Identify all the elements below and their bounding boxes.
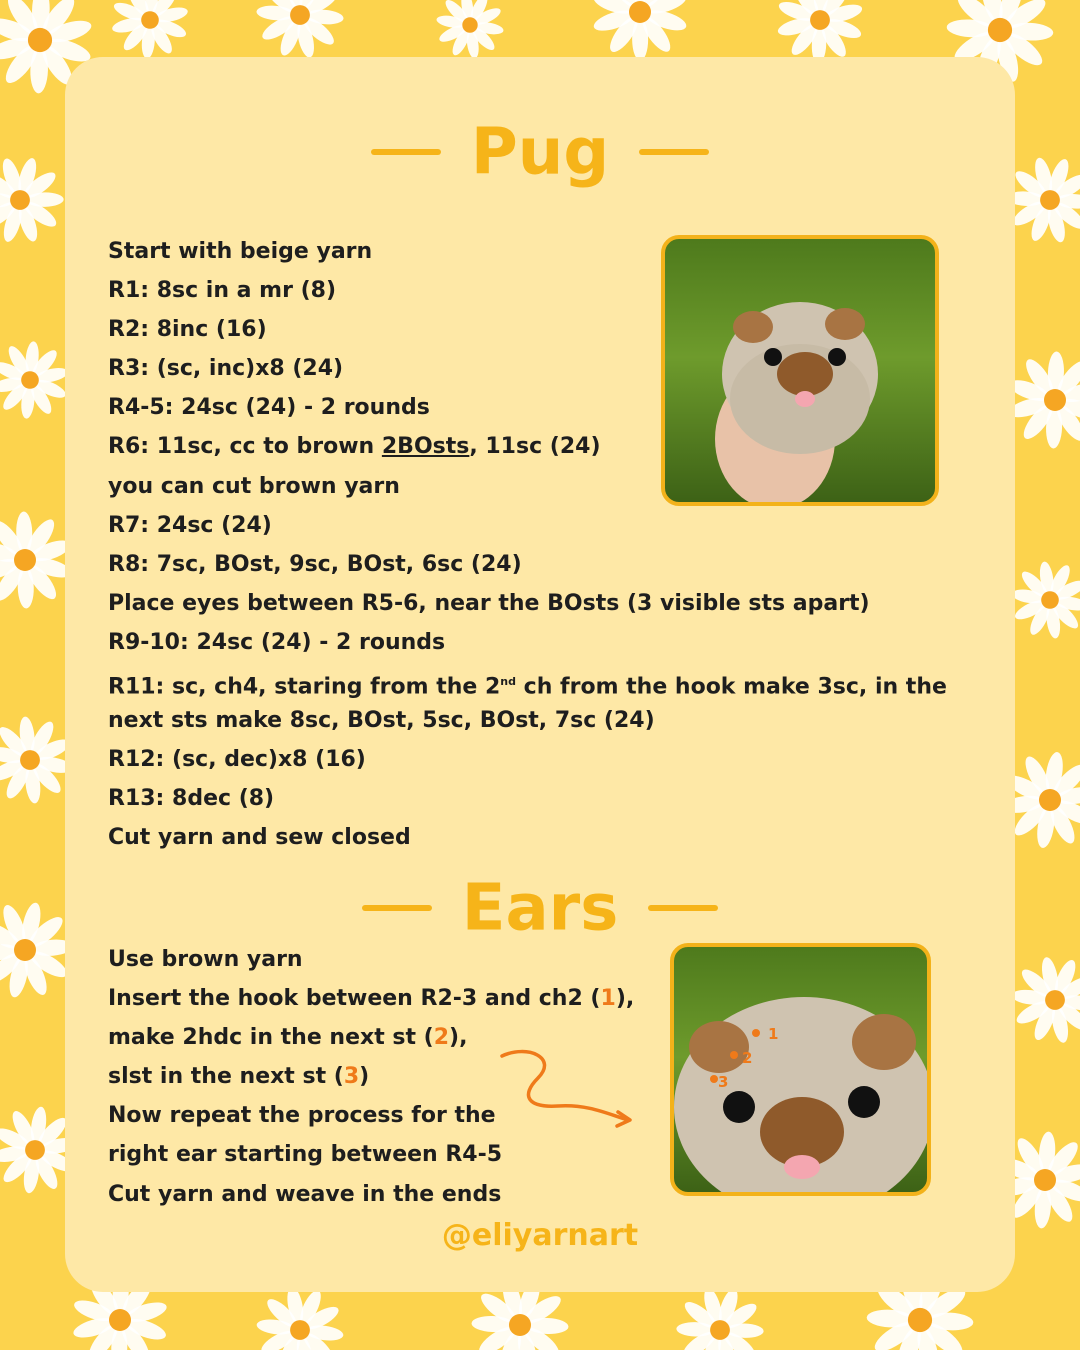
- pattern-line: R13: 8dec (8): [108, 786, 275, 812]
- pattern-line: R4-5: 24sc (24) - 2 rounds: [108, 395, 430, 421]
- heading-dash-left: [362, 905, 432, 911]
- pattern-line: R3: (sc, inc)x8 (24): [108, 356, 344, 382]
- line-part: Insert the hook between R2-3 and ch2 (: [108, 986, 601, 1012]
- line-part: make 2hdc in the next st (: [108, 1025, 434, 1051]
- line-part: ),: [615, 986, 635, 1012]
- pattern-line: R1: 8sc in a mr (8): [108, 278, 337, 304]
- pattern-line: Start with beige yarn: [108, 239, 373, 264]
- ears-photo: [670, 943, 931, 1196]
- pattern-line: Cut yarn and weave in the ends: [108, 1181, 502, 1207]
- line-part: ),: [449, 1025, 468, 1051]
- pattern-line: [108, 979, 634, 1018]
- pattern-line: Now repeat the process for the: [108, 1103, 496, 1129]
- heading-dash-left: [371, 149, 441, 155]
- pug-photo: [661, 235, 939, 506]
- line-part: R6: 11sc, cc to brown: [108, 434, 382, 460]
- heading-dash-right: [639, 149, 709, 155]
- line-part: R11: sc, ch4, staring from the 2: [108, 674, 501, 700]
- line-part: ): [359, 1064, 370, 1090]
- pattern-line: R7: 24sc (24): [108, 512, 272, 538]
- ordinal-suffix: nd: [500, 675, 517, 689]
- marker-label: 2: [742, 1049, 753, 1067]
- pattern-line: next sts make 8sc, BOst, 5sc, BOst, 7sc (24): [108, 708, 655, 734]
- author-handle: @eliyarnart: [441, 1218, 639, 1253]
- pattern-line: right ear starting between R4-5: [108, 1142, 503, 1168]
- pattern-line: Use brown yarn: [108, 947, 303, 972]
- marker-label: 3: [718, 1073, 729, 1091]
- marker-label: 1: [768, 1025, 779, 1043]
- pattern-line: R9-10: 24sc (24) - 2 rounds: [108, 629, 446, 655]
- pattern-line: Cut yarn and sew closed: [108, 825, 411, 851]
- pug-heading: [0, 112, 1080, 189]
- pattern-line: R8: 7sc, BOst, 9sc, BOst, 6sc (24): [108, 551, 522, 577]
- ears-heading: [0, 868, 1080, 945]
- line-part: slst in the next st (: [108, 1064, 344, 1090]
- pattern-line: R2: 8inc (16): [108, 317, 267, 343]
- step-number: 2: [433, 1025, 450, 1051]
- pug-plush-image: [665, 239, 935, 502]
- ears-title: Ears: [461, 871, 619, 946]
- step-number: 3: [343, 1064, 360, 1090]
- pug-closeup-image: [674, 947, 927, 1192]
- curved-arrow-icon: [498, 1048, 638, 1128]
- line-part: ch from the hook make 3sc, in the: [516, 674, 947, 700]
- pug-title: Pug: [470, 115, 610, 190]
- pattern-line: [108, 662, 947, 701]
- pattern-line: Place eyes between R5-6, near the BOsts (3 visible sts apart): [108, 590, 870, 616]
- underlined-term: 2BOsts: [381, 434, 470, 460]
- pattern-line: you can cut brown yarn: [108, 473, 400, 499]
- pattern-line: R12: (sc, dec)x8 (16): [108, 747, 366, 773]
- heading-dash-right: [648, 905, 718, 911]
- line-part: , 11sc (24): [469, 434, 601, 460]
- step-number: 1: [600, 986, 616, 1012]
